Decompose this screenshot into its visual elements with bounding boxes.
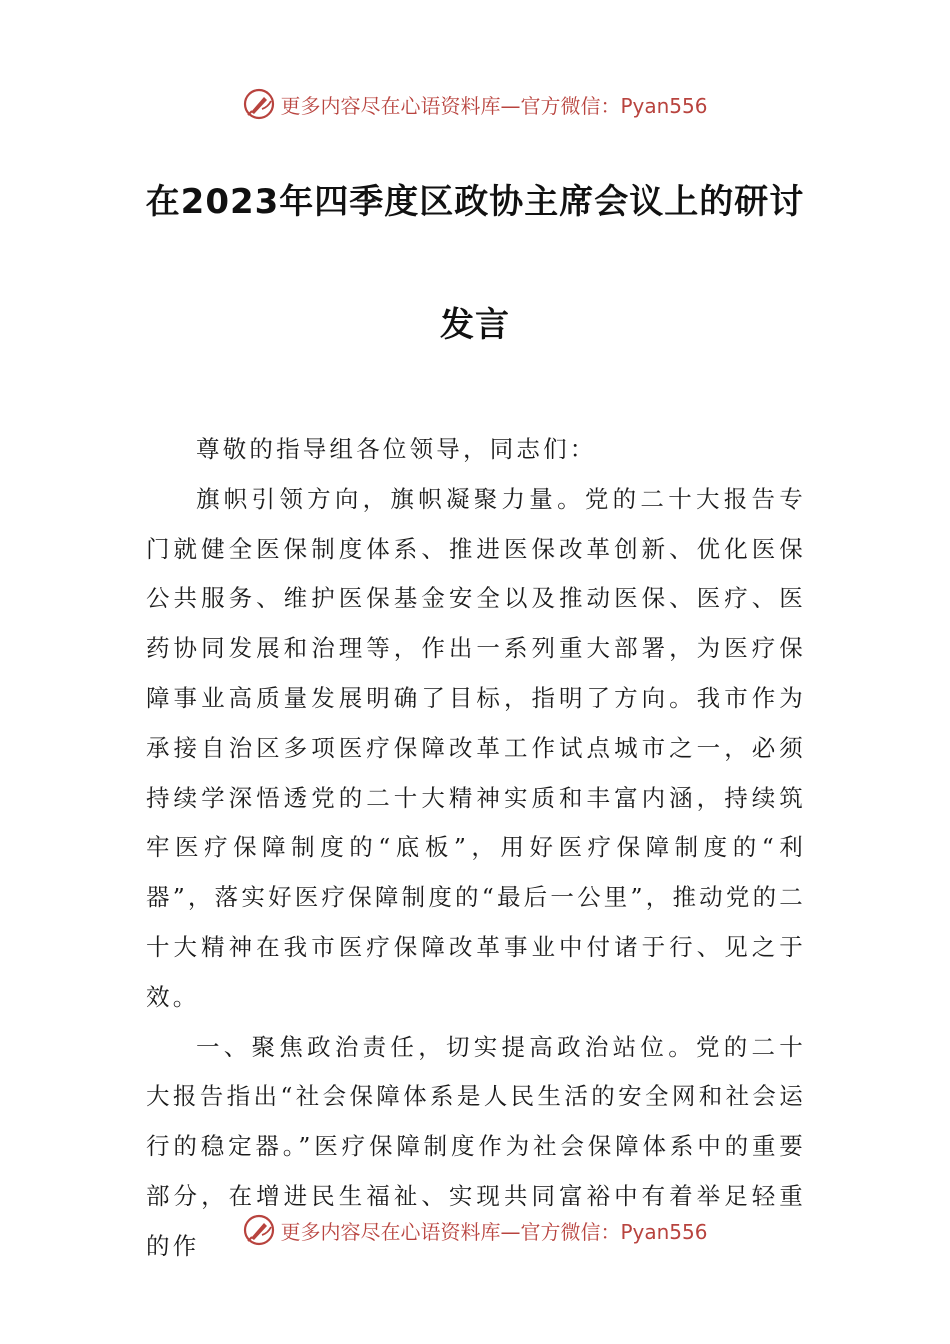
document-title: 在2023年四季度区政协主席会议上的研讨 [145,182,805,222]
watermark-text: 更多内容尽在心语资料库—官方微信：Pyan556 [280,1219,708,1244]
watermark-banner-bottom [0,1208,950,1252]
pen-circle-logo-icon [242,87,276,121]
document-body [146,425,806,1272]
document-title-continuation: 发言 [440,305,510,345]
greeting: 尊敬的指导组各位领导，同志们： [196,435,597,463]
paragraph: 旗帜引领方向，旗帜凝聚力量。党的二十大报告专门就健全医保制度体系、推进医保改革创新、优化医保公共服务、维护医保基金安全以及推动医保、医疗、医药协同发展和治理等，作出一系列重大部署，为医疗保障事业高质量发展明确了目标，指明了方向。我市作为承接自治区多项医疗保障改革工作试点城市之一，必须持续学深悟透党的二十大精神实质和丰富内涵，持续筑牢医疗保障制度的“底板”，用好医疗保障制度的“利器”，落实好医疗保障制度的“最后一公里”，推动党的二十大精神在我市医疗保障改革事业中付诸于行、见之于效。 [146,484,806,1011]
watermark-banner-top [0,82,950,126]
watermark-text: 更多内容尽在心语资料库—官方微信：Pyan556 [280,93,708,118]
paragraph: 一、聚焦政治责任，切实提高政治站位。党的二十大报告指出“社会保障体系是人民生活的安全网和社会运行的稳定器。”医疗保障制度作为社会保障体系中的重要部分，在增进民生福祉、实现共同富裕中有着举足轻重的作 [146,1032,806,1260]
pen-circle-logo-icon [242,1213,276,1247]
